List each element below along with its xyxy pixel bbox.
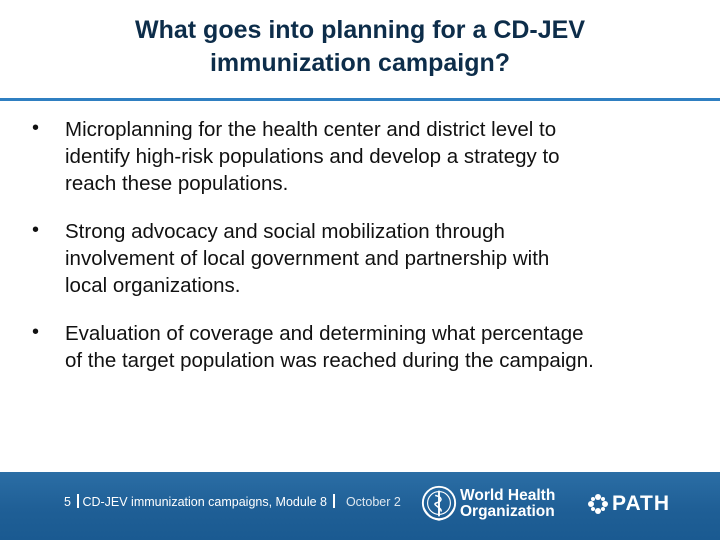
bullet-line: local organizations.	[65, 274, 241, 297]
page-number: 5	[64, 495, 71, 509]
bullet-line: Evaluation of coverage and determining what percentage	[65, 322, 584, 345]
path-emblem-icon	[586, 492, 610, 516]
bullet-item-advocacy	[32, 218, 700, 299]
module-title: CD-JEV immunization campaigns, Module 8	[82, 495, 327, 509]
title-divider	[0, 98, 720, 101]
bullet-line: of the target population was reached during the campaign.	[65, 349, 594, 372]
bullet-dot-icon: •	[32, 321, 40, 343]
slide-title	[0, 14, 720, 80]
bullet-line: reach these populations.	[65, 172, 289, 195]
slide-footer	[0, 472, 720, 540]
footer-separator	[77, 494, 79, 508]
bullet-line: Microplanning for the health center and district level to	[65, 118, 557, 141]
bullet-item-evaluation	[32, 320, 700, 374]
who-name-line-2: Organization	[460, 503, 555, 520]
bullet-line: Strong advocacy and social mobilization through	[65, 220, 505, 243]
bullet-dot-icon: •	[32, 219, 40, 241]
slide-title-line-2: immunization campaign?	[209, 49, 511, 77]
footer-caption	[64, 494, 401, 509]
who-name-line-1: World Health	[460, 487, 556, 504]
bullet-line: involvement of local government and partnership with	[65, 247, 550, 270]
bullet-item-microplanning	[32, 116, 700, 197]
slide-title-line-1: What goes into planning for a CD-JEV	[135, 16, 585, 44]
bullet-line: identify high-risk populations and develop a strategy to	[65, 145, 560, 168]
footer-date: October 2	[345, 495, 401, 509]
who-wordmark	[460, 488, 555, 520]
path-wordmark: PATH	[612, 492, 671, 515]
bullet-list	[32, 116, 700, 395]
footer-separator	[333, 494, 335, 508]
who-emblem-icon	[420, 484, 458, 522]
bullet-dot-icon: •	[32, 117, 40, 139]
who-logo	[420, 482, 565, 526]
